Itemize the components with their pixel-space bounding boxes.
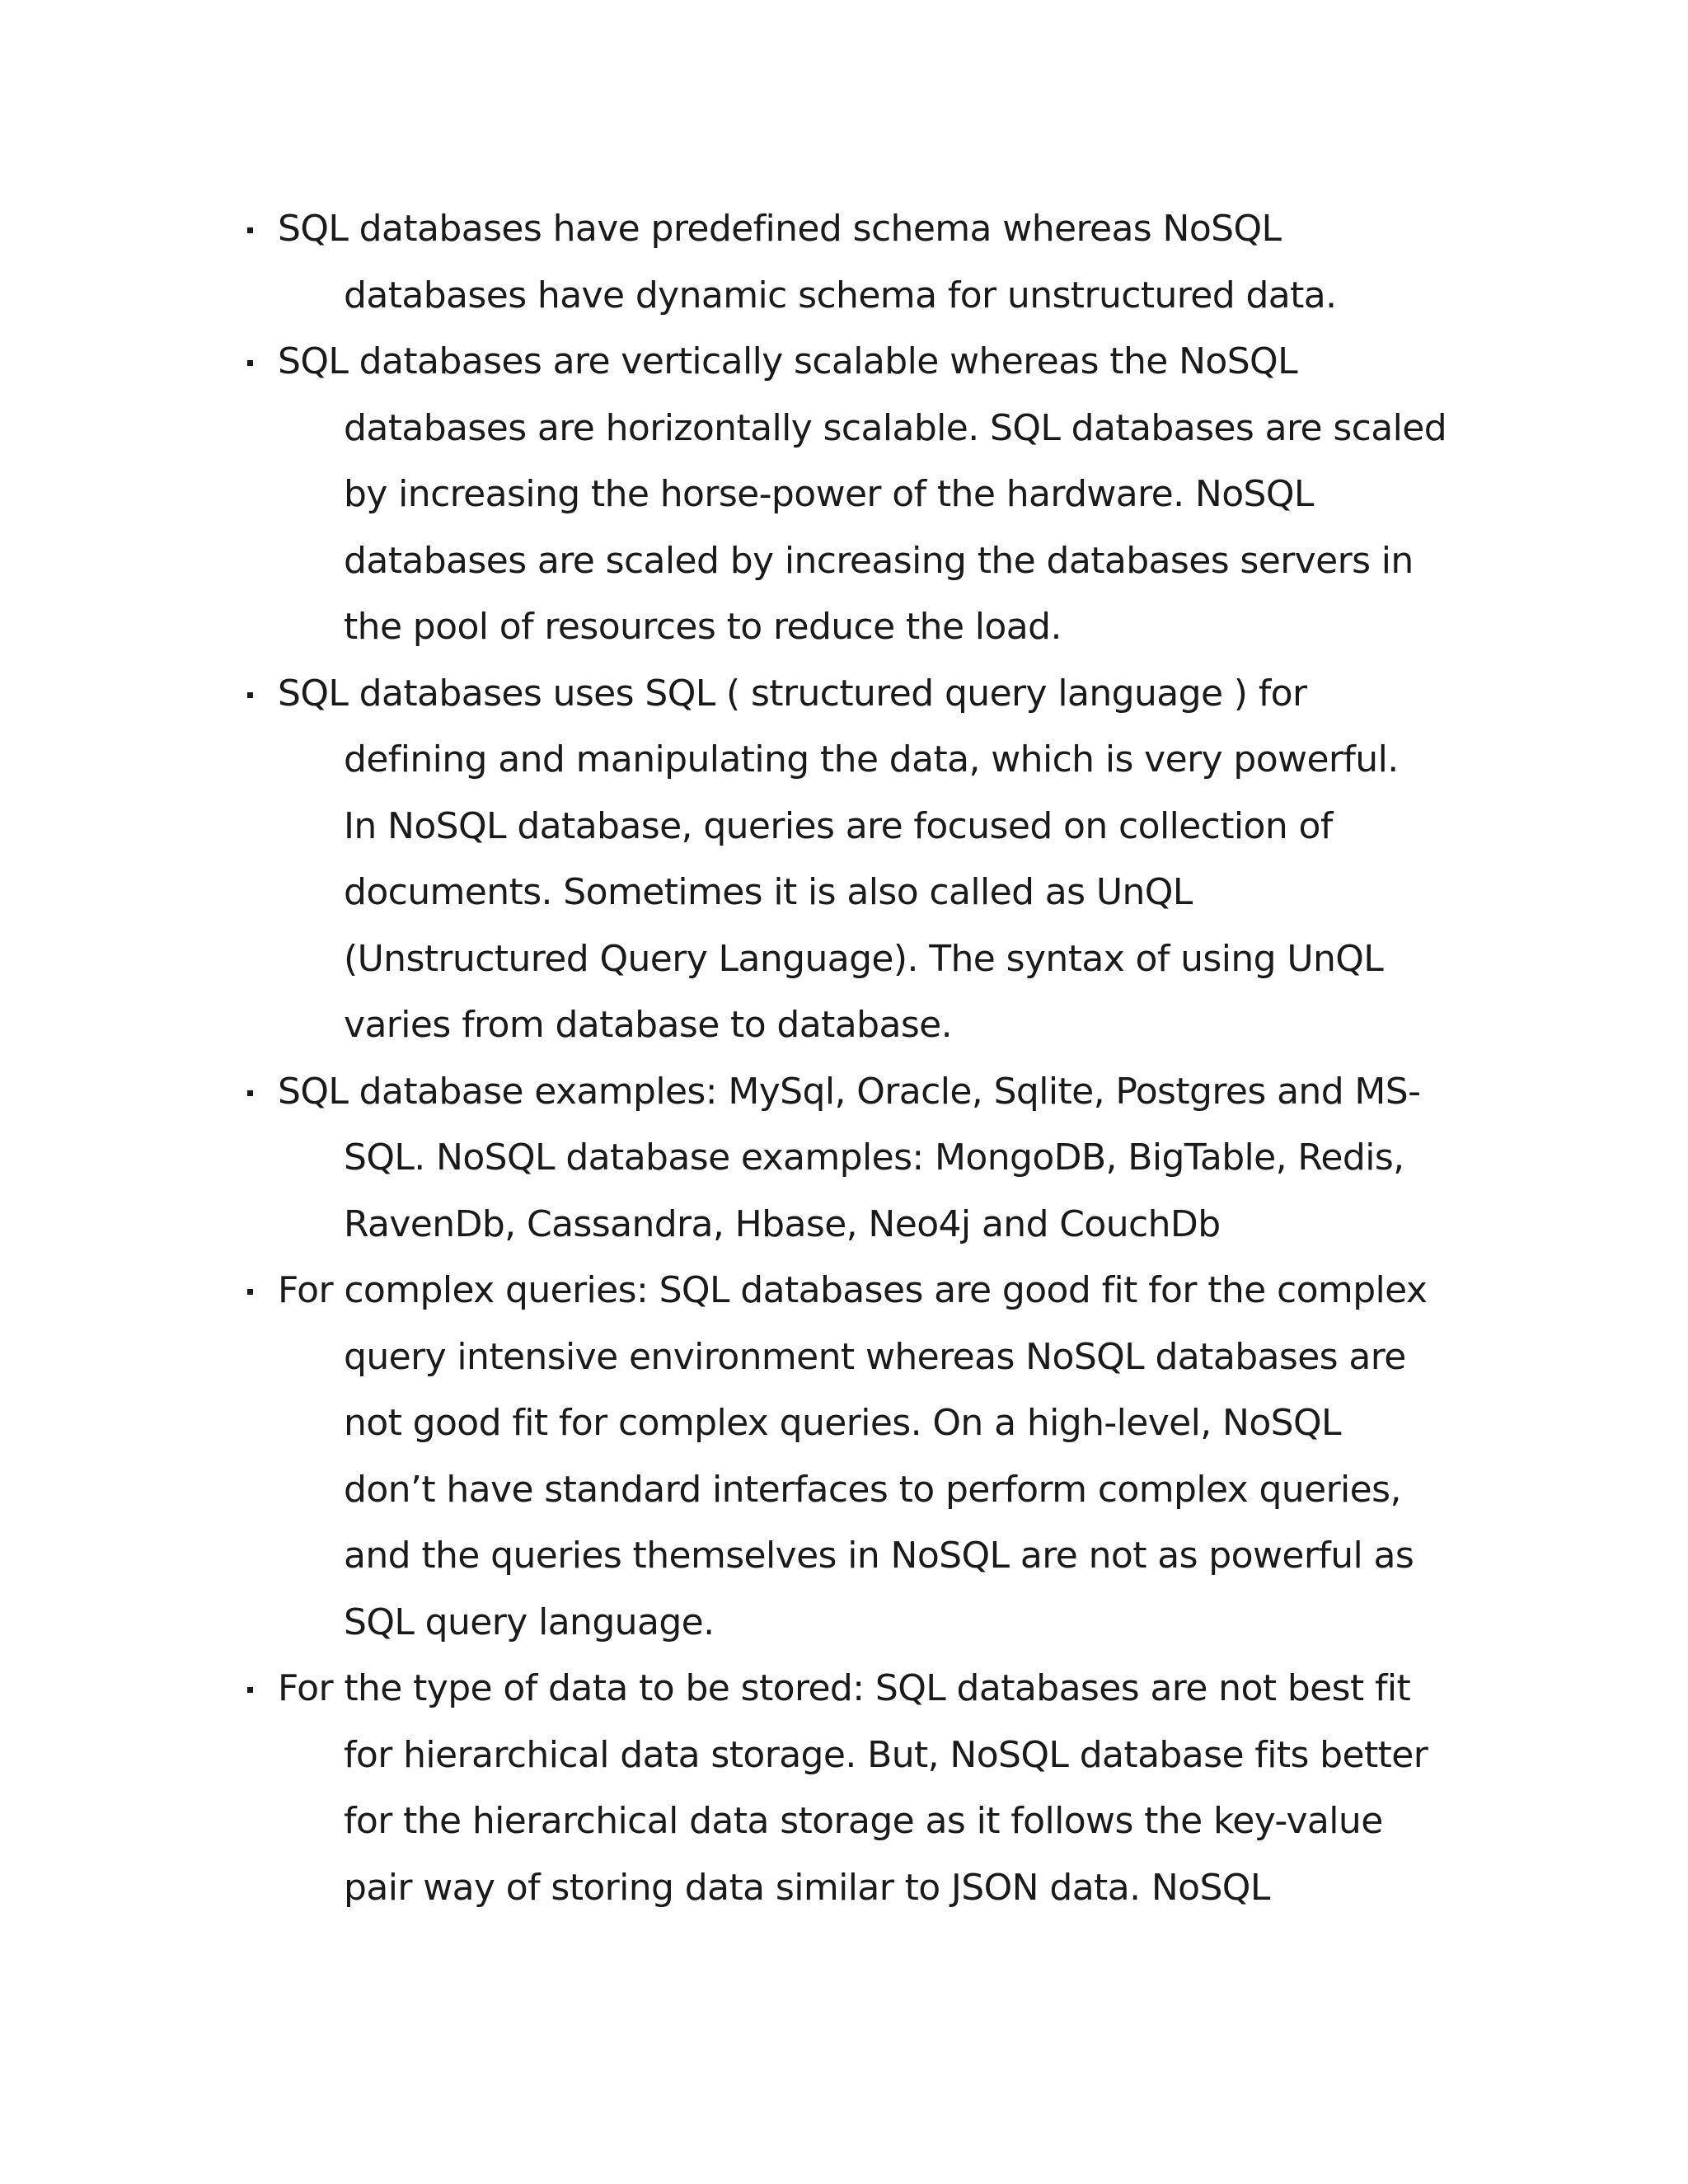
list-item [247,1258,1459,1656]
text-line: for the hierarchical data storage as it follows the key-value [344,1800,1383,1842]
bullet-list [247,196,1459,1921]
text-line: varies from database to database. [344,1004,952,1046]
text-line: pair way of storing data similar to JSON data. NoSQL [344,1866,1270,1909]
text-line: SQL query language. [344,1601,715,1643]
list-item [247,196,1459,329]
list-item [247,661,1459,1059]
text-line: by increasing the horse-power of the hardware. NoSQL [344,473,1314,515]
square-bullet-icon [247,1687,253,1693]
square-bullet-icon [247,692,253,698]
text-line: (Unstructured Query Language). The syntax of using UnQL [344,937,1384,980]
text-line: query intensive environment whereas NoSQL databases are [344,1335,1406,1378]
text-line: defining and manipulating the data, which is very powerful. [344,738,1399,780]
text-line: SQL. NoSQL database examples: MongoDB, BigTable, Redis, [344,1137,1404,1179]
text-line: In NoSQL database, queries are focused on collection of [344,804,1333,847]
text-line: and the queries themselves in NoSQL are not as powerful as [344,1535,1414,1577]
text-line: for hierarchical data storage. But, NoSQL database fits better [344,1733,1428,1776]
text-line: databases have dynamic schema for unstructured data. [344,274,1337,316]
list-item [247,1059,1459,1258]
text-line: databases are scaled by increasing the databases servers in [344,539,1414,582]
square-bullet-icon [247,227,253,233]
text-line: SQL database examples: MySql, Oracle, Sqlite, Postgres and MS- [278,1070,1421,1113]
text-line: For complex queries: SQL databases are good fit for the complex [278,1269,1428,1311]
text-line: For the type of data to be stored: SQL databases are not best fit [278,1667,1411,1709]
square-bullet-icon [247,1289,253,1295]
text-line: SQL databases have predefined schema whereas NoSQL [278,208,1282,250]
text-line: the pool of resources to reduce the load. [344,606,1062,648]
square-bullet-icon [247,360,253,366]
text-line: RavenDb, Cassandra, Hbase, Neo4j and CouchDb [344,1202,1221,1245]
list-item [247,329,1459,661]
text-line: not good fit for complex queries. On a high-level, NoSQL [344,1402,1341,1444]
text-line: don’t have standard interfaces to perform complex queries, [344,1468,1401,1511]
text-line: SQL databases uses SQL ( structured query language ) for [278,672,1307,715]
list-item [247,1656,1459,1921]
square-bullet-icon [247,1090,253,1096]
text-line: SQL databases are vertically scalable whereas the NoSQL [278,340,1298,382]
text-line: documents. Sometimes it is also called as UnQL [344,871,1193,913]
text-line: databases are horizontally scalable. SQL databases are scaled [344,406,1447,449]
